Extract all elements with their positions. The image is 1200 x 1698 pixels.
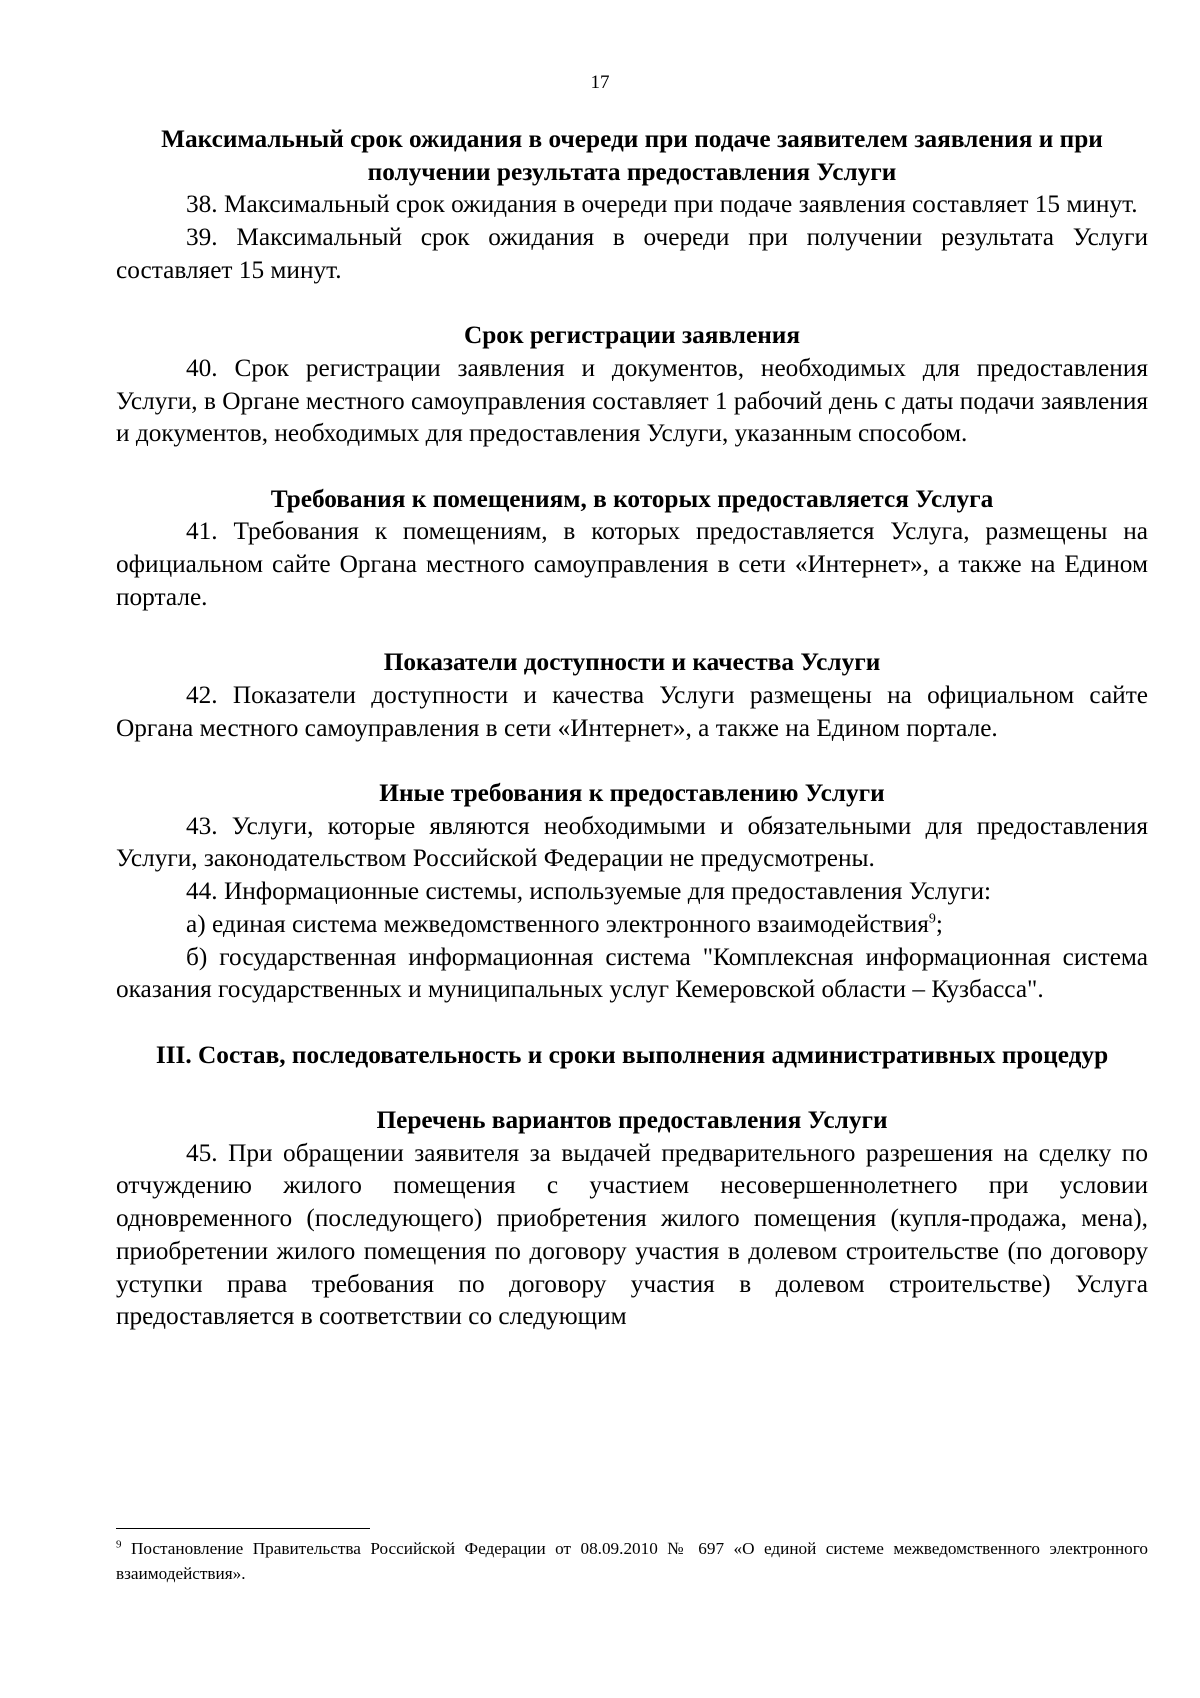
footnote-reference: 9	[928, 911, 936, 927]
page-number: 17	[590, 72, 610, 93]
heading-section-iii: III. Состав, последовательность и сроки выполнения административных процедур	[155, 1040, 1109, 1069]
footnote-text: Постановление Правительства Российской Федерации от 08.09.2010 № 697 «О единой системе межведомственного электронного взаимодействия».	[116, 1539, 1148, 1583]
footnote-marker: 9	[116, 1538, 122, 1551]
heading-registration-term: Срок регистрации заявления	[463, 321, 801, 350]
paragraph-43: 43. Услуги, которые являются необходимыми и обязательными для предоставления Услуги, законодательством Российской Федерации не предусмотрены.	[116, 811, 1148, 873]
heading-queue-waiting-time: Максимальный срок ожидания в очереди при подаче заявителем заявления и при получении результата предоставления Услуги	[161, 125, 1103, 186]
paragraph-45: 45. При обращении заявителя за выдачей предварительного разрешения на сделку по отчуждению жилого помещения с участием несовершеннолетнего при условии одновременного (последующего) приобретения жилого помещения (купля-продажа, мена), приобретении жилого помещения по договору участия в долевом строительстве (по договору уступки права требования по договору участия в долевом строительстве) Услуга предоставляется в соответствии со следующим	[116, 1138, 1148, 1331]
paragraph-40: 40. Срок регистрации заявления и документов, необходимых для предоставления Услуги, в Органе местного самоуправления составляет 1 рабочий день с даты подачи заявления и документов, необходимых для предоставления Услуги, указанным способом.	[116, 353, 1148, 448]
heading-other-requirements: Иные требования к предоставлению Услуги	[379, 779, 885, 807]
paragraph-41: 41. Требования к помещениям, в которых предоставляется Услуга, размещены на официальном сайте Органа местного самоуправления в сети «Интернет», а также на Едином портале.	[116, 517, 1148, 611]
paragraph-38: 38. Максимальный срок ожидания в очереди при подаче заявления составляет 15 минут.	[186, 190, 1138, 219]
footnote	[116, 1536, 1148, 1586]
paragraph-44a	[116, 908, 1148, 941]
heading-premises-requirements: Требования к помещениям, в которых предоставляется Услуга	[270, 484, 994, 513]
paragraph-42: 42. Показатели доступности и качества Услуги размещены на официальном сайте Органа местного самоуправления в сети «Интернет», а также на Едином портале.	[116, 680, 1148, 742]
page-content	[116, 123, 1148, 1333]
paragraph-44a-tail: ;	[935, 909, 943, 938]
paragraph-44b: б) государственная информационная система "Комплексная информационная система оказания государственных и муниципальных услуг Кемеровской области – Кузбасса".	[116, 942, 1148, 1004]
paragraph-39: 39. Максимальный срок ожидания в очереди при получении результата Услуги составляет 15 минут.	[116, 223, 1148, 284]
paragraph-44: 44. Информационные системы, используемые для предоставления Услуги:	[186, 877, 992, 906]
footnote-separator	[116, 1528, 370, 1529]
heading-accessibility-quality: Показатели доступности и качества Услуги	[383, 648, 881, 677]
heading-service-variants: Перечень вариантов предоставления Услуги	[376, 1106, 888, 1134]
paragraph-44a-text: а) единая система межведомственного электронного взаимодействия	[186, 909, 929, 938]
